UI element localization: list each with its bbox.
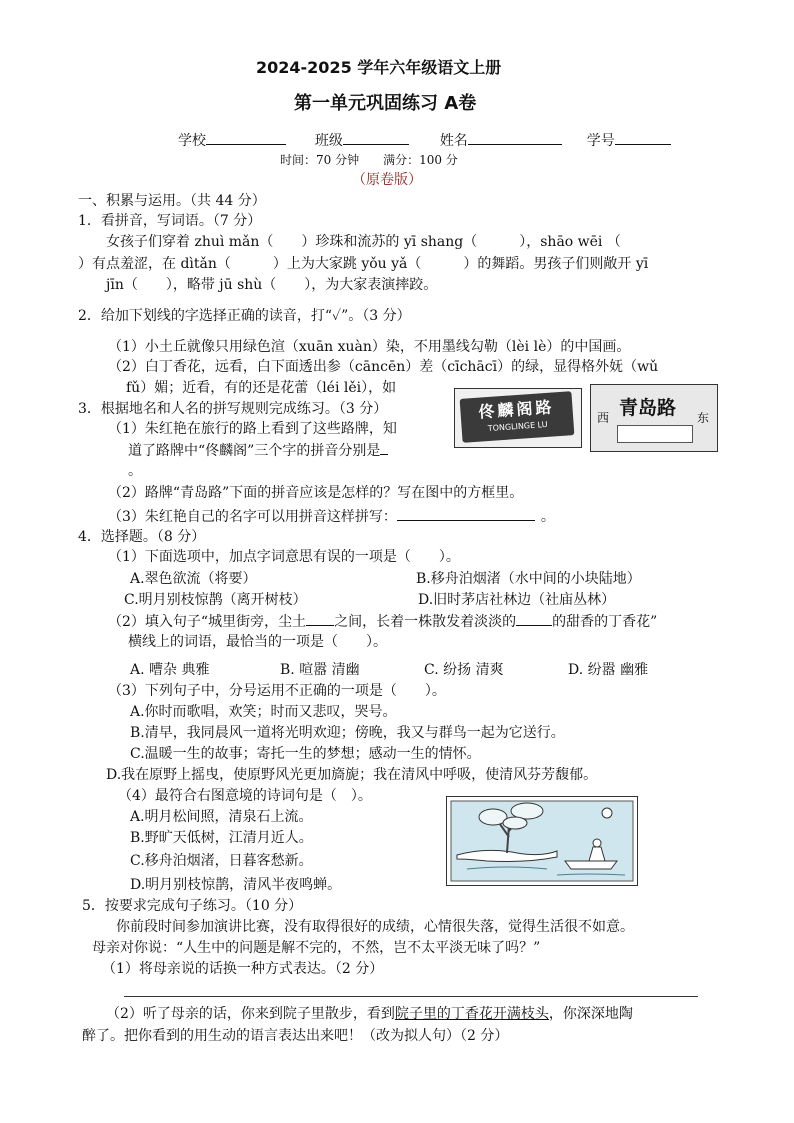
q5-title: 5．按要求完成句子练习。（10 分）: [82, 898, 303, 914]
school-label: 学校: [178, 133, 206, 149]
q4-s2-d[interactable]: D. 纷嚣 幽雅: [568, 662, 649, 678]
q5-para2: 母亲对你说：“人生中的问题是解不完的，不然，岂不太平淡无味了吗？”: [92, 940, 541, 956]
number-field[interactable]: [615, 130, 671, 145]
road-sign-qingdao-name: 青岛路: [619, 397, 677, 419]
road-sign-pinyin-box[interactable]: [617, 425, 693, 443]
road-sign-tonglinge-pinyin: TONGLINGE LU: [487, 419, 548, 434]
q3-line2: 道了路牌中“佟麟阁”三个字的拼音分别是: [128, 440, 388, 461]
section-title: 一、积累与运用。（共 44 分）: [78, 193, 266, 209]
road-sign-tonglinge: [454, 388, 582, 448]
q2-line2: （2）白丁香花，远看，白下面透出参（cāncēn）差（cīchācī）的绿，显得格外妩（wǔ: [108, 359, 659, 375]
q4-s4-b[interactable]: B.野旷天低树，江清月近人。: [130, 830, 313, 846]
exam-subtitle: 第一单元巩固练习 A卷: [294, 93, 477, 114]
road-sign-tonglinge-chinese: 佟麟阁路: [477, 397, 556, 422]
road-sign-qingdao: [590, 384, 718, 452]
q4-s3-a[interactable]: A.你时而歌唱，欢笑；时而又悲叹，哭号。: [130, 704, 397, 720]
q4-s4-a[interactable]: A.明月松间照，清泉石上流。: [130, 809, 313, 825]
poem-illustration: [446, 796, 638, 886]
road-sign-east: 东: [696, 411, 709, 425]
q5-s1-answer-line[interactable]: [124, 996, 698, 997]
q5-s2-line2: 醉了。把你看到的用生动的语言表达出来吧！（改为拟人句）（2 分）: [82, 1028, 509, 1044]
q4-s4-stem: （4）最符合右图意境的诗词句是（ ）。: [118, 788, 372, 804]
version-label: （原卷版）: [352, 172, 422, 188]
road-sign-tonglinge-plate: [460, 391, 575, 443]
q5-para1: 你前段时间参加演讲比赛，没有取得很好的成绩，心情很失落，觉得生活很不如意。: [116, 919, 634, 935]
q5-s1: （1）将母亲说的话换一种方式表达。（2 分）: [102, 961, 384, 977]
q2-title: 2．给加下划线的字选择正确的读音，打“✓”。（3 分）: [78, 308, 411, 324]
name-label: 姓名: [439, 133, 468, 149]
q4-s2-b[interactable]: B. 喧嚣 清幽: [280, 662, 360, 678]
q4-s2-stem2: 横线上的词语，最恰当的一项是（ ）。: [128, 634, 387, 650]
q2-line1: （1）小土丘就像只用绿色渲（xuān xuàn）染，不用墨线勾勒（lèi lè）的中国画。: [108, 339, 631, 355]
school-field[interactable]: [206, 130, 286, 145]
poem-scene-svg: [447, 797, 637, 885]
q4-s2-a[interactable]: A. 嘈杂 典雅: [130, 662, 210, 678]
q4-s3-d[interactable]: D.我在原野上摇曳，使原野风光更加旖旎；我在清风中呼吸，使清风芬芳馥郁。: [106, 767, 598, 783]
q4-s4-d[interactable]: D.明月别枝惊鹊，清风半夜鸣蝉。: [130, 877, 342, 893]
q4-s3-b[interactable]: B.清早，我同晨风一道将光明欢迎；傍晚，我又与群鸟一起为它送行。: [130, 725, 565, 741]
q4-s1-c[interactable]: C.明月别枝惊鹊（离开树枝）: [124, 592, 307, 608]
time-score: 时间：70 分钟 满分：100 分: [280, 153, 458, 167]
q2-line3: fǔ）媚；近看，有的还是花蕾（léi lěi），如: [126, 380, 397, 396]
q4-s2-c[interactable]: C. 纷扬 清爽: [424, 662, 504, 678]
q5-s2-underlined: 院子里的丁香花开满枝头: [394, 1006, 549, 1022]
name-field[interactable]: [468, 130, 562, 145]
q5-s2-line1: （2）听了母亲的话，你来到院子里散步，看到院子里的丁香花开满枝头，你深深地陶: [106, 1006, 633, 1022]
q1-line1: 女孩子们穿着 zhuì mǎn（ ）珍珠和流苏的 yī shang（ ），shāo wēi （: [106, 234, 621, 250]
q3-line1: （1）朱红艳在旅行的路上看到了这些路牌，知: [108, 421, 397, 437]
q4-title: 4．选择题。（8 分）: [78, 529, 206, 545]
class-label: 班级: [314, 133, 343, 149]
q4-s4-c[interactable]: C.移舟泊烟渚，日暮客愁新。: [130, 853, 313, 869]
exam-title: 2024-2025 学年六年级语文上册: [256, 58, 502, 77]
q1-title: 1．看拼音，写词语。（7 分）: [78, 213, 262, 229]
q1-line3: jīn（ ），略带 jū shù（ ），为大家表演摔跤。: [106, 277, 438, 293]
number-label: 学号: [586, 133, 615, 149]
q4-s1-a[interactable]: A.翠色欲流（将要）: [130, 571, 257, 587]
q4-s1-stem: （1）下面选项中，加点字词意思有误的一项是（ ）。: [108, 549, 460, 565]
road-sign-west: 西: [597, 411, 610, 425]
q3-line3: 。: [128, 463, 142, 479]
q3-line5: （3）朱红艳自己的名字可以用拼音这样拼写： 。: [108, 506, 555, 527]
q4-s2-stem: （2）填入句子“城里街旁，尘土 之间，长着一株散发着淡淡的 的甜香的丁香花”: [108, 611, 657, 632]
q3-pinyin-field[interactable]: [380, 440, 388, 455]
q4-s3-c[interactable]: C.温暖一生的故事；寄托一生的梦想；感动一生的情怀。: [130, 746, 481, 762]
q4-s1-b[interactable]: B.移舟泊烟渚（水中间的小块陆地）: [416, 571, 641, 587]
student-info: [178, 130, 671, 151]
q3-line4: （2）路牌“青岛路”下面的拼音应该是怎样的？写在图中的方框里。: [108, 485, 524, 501]
q4-s1-d[interactable]: D.旧时茅店社林边（社庙丛林）: [418, 592, 616, 608]
q1-line2: ）有点羞涩，在 dìtǎn（ ）上为大家跳 yǒu yǎ（ ）的舞蹈。男孩子们则敞开 yī: [78, 256, 649, 272]
q3-name-field[interactable]: [397, 506, 535, 521]
q3-title: 3．根据地名和人名的拼写规则完成练习。（3 分）: [78, 401, 388, 417]
class-field[interactable]: [343, 130, 409, 145]
q4-s3-stem: （3）下列句子中，分号运用不正确的一项是（ ）。: [108, 683, 446, 699]
